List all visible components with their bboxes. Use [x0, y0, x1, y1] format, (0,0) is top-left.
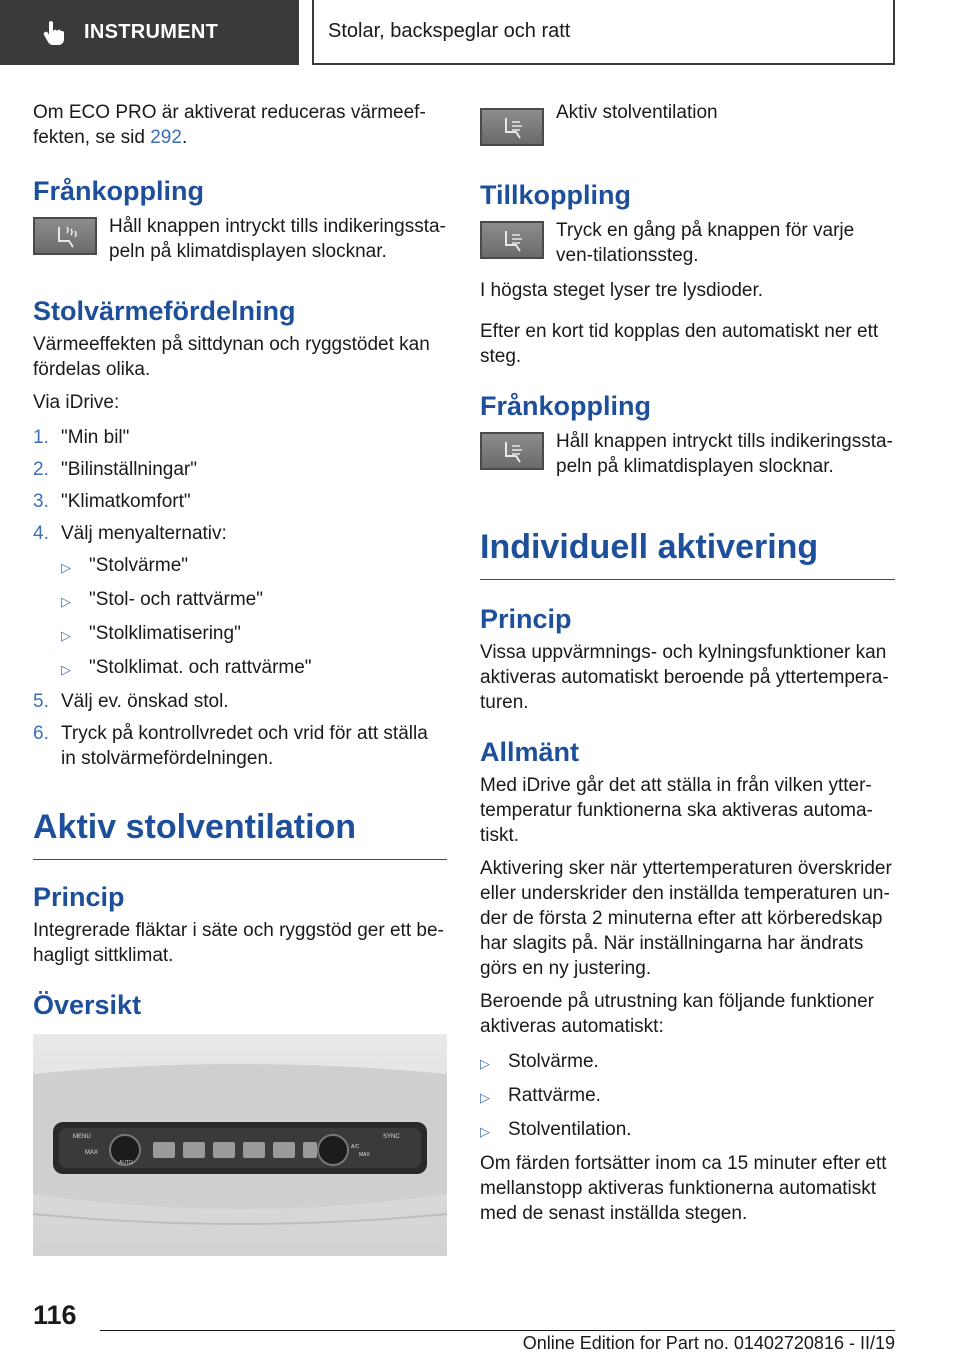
- sync-button-label: SYNC: [383, 1134, 400, 1140]
- menu-button-label: MENU: [73, 1134, 91, 1140]
- page-link[interactable]: 292: [150, 127, 182, 148]
- ventilation-on-text: Tryck en gång på knappen för varje ven-tilationssteg.: [556, 220, 855, 266]
- ventilation-on-row: [480, 218, 895, 268]
- seat-ventilation-row: [480, 100, 895, 146]
- heading-allmant: Allmänt: [480, 737, 580, 767]
- heading-stolvarmefordelning: Stolvärmefördelning: [33, 296, 296, 326]
- section-title: [312, 0, 895, 65]
- chapter-tab[interactable]: [0, 0, 299, 65]
- seat-heating-button-image: [33, 217, 97, 255]
- ventilation-off-text: Håll knappen intryckt tills indikeringssta-peln på klimatdisplayen slocknar.: [556, 431, 893, 477]
- step-text: "Klimatkomfort": [61, 491, 191, 512]
- heading-tillkoppling: Tillkoppling: [480, 180, 631, 210]
- eco-pro-note: [33, 100, 447, 150]
- seat-ventilation-icon: [482, 223, 542, 257]
- chapter-tab-label: INSTRUMENT: [84, 21, 219, 43]
- section-title-text: Stolar, backspeglar och ratt: [328, 20, 571, 42]
- left-column: [33, 100, 447, 1256]
- list-item: [33, 721, 447, 771]
- list-item: [61, 621, 447, 648]
- heading-aktiv-stolventilation: Aktiv stolventilation: [33, 807, 447, 860]
- footer-divider: [100, 1330, 895, 1331]
- option-text: "Stolklimatisering": [89, 623, 241, 644]
- general-text-3: Beroende på utrustning kan följande funktioner aktiveras automatiskt:: [480, 991, 874, 1037]
- eco-pro-end: .: [181, 127, 188, 148]
- auto-button-label: AUTO: [119, 1160, 133, 1166]
- function-text: Stolvärme.: [508, 1051, 599, 1072]
- via-idrive-text: Via iDrive:: [33, 392, 120, 413]
- step-text: Tryck på kontrollvredet och vrid för att ställa in stolvärmefördelningen.: [61, 723, 428, 769]
- list-item: [33, 689, 447, 714]
- bullet-icon: ▷: [480, 1124, 490, 1139]
- seat-heating-icon: [35, 219, 95, 253]
- seat-ventilation-label: Aktiv stolventilation: [556, 102, 718, 123]
- climate-panel-photo: [33, 1034, 447, 1256]
- step-text: Välj menyalternativ:: [61, 523, 227, 544]
- distribution-text: Värmeeffekten på sittdynan och ryggstödet kan fördelas olika.: [33, 334, 430, 380]
- seat-ventilation-icon: [482, 110, 542, 144]
- bullet-icon: ▷: [480, 1056, 490, 1071]
- individual-principle-text: Vissa uppvärmnings- och kylningsfunktioner kan aktiveras automatiskt beroende på yttertempera-turen.: [480, 642, 889, 713]
- right-column: [480, 100, 895, 1234]
- seat-ventilation-icon: [482, 434, 542, 468]
- idrive-steps: [33, 425, 447, 771]
- step-number: 2.: [33, 459, 49, 480]
- list-item: [33, 489, 447, 514]
- max-button-label: MAX: [85, 1150, 99, 1156]
- step-number: 1.: [33, 427, 49, 448]
- step-text: Välj ev. önskad stol.: [61, 691, 229, 712]
- list-item: [33, 425, 447, 450]
- heading-princip: Princip: [33, 882, 125, 912]
- step-number: 5.: [33, 691, 49, 712]
- seat-ventilation-button-image: [480, 108, 544, 146]
- auto-step-down-text: Efter en kort tid kopplas den automatiskt ner ett steg.: [480, 321, 879, 367]
- step-text: "Min bil": [61, 427, 130, 448]
- list-item: [61, 587, 447, 614]
- ventilation-off-button-image: [480, 432, 544, 470]
- list-item: [33, 521, 447, 546]
- hand-pointer-icon: [42, 20, 66, 46]
- edition-text: Online Edition for Part no. 01402720816 - II/19: [522, 1333, 895, 1353]
- list-item: [33, 457, 447, 482]
- option-text: "Stol- och rattvärme": [89, 589, 263, 610]
- ac-button-label: A/C: [351, 1144, 360, 1150]
- bullet-icon: ▷: [480, 1090, 490, 1105]
- climate-panel-drawing: [33, 1034, 447, 1256]
- step-text: "Bilinställningar": [61, 459, 197, 480]
- general-text-2: Aktivering sker när yttertemperaturen överskrider eller underskrider den inställda temperaturen un-der de första 2 minuterna efter att körberedskap har slagits på. När inställningarna har ändrats görs en ny justering.: [480, 858, 892, 979]
- seat-heating-off-row: [33, 214, 447, 264]
- seat-heating-off-text: Håll knappen intryckt tills indikeringssta-peln på klimatdisplayen slocknar.: [109, 216, 446, 262]
- heading-frankoppling: Frånkoppling: [33, 176, 204, 206]
- auto-functions-list: [480, 1049, 895, 1144]
- option-text: "Stolvärme": [89, 555, 189, 576]
- heading-princip: Princip: [480, 604, 572, 634]
- option-text: "Stolklimat. och rattvärme": [89, 657, 312, 678]
- step-number: 4.: [33, 523, 49, 544]
- ventilation-button-image: [480, 221, 544, 259]
- heading-individuell-aktivering: Individuell aktivering: [480, 527, 895, 580]
- page-number: 116: [33, 1300, 77, 1330]
- bullet-icon: ▷: [61, 662, 71, 677]
- heading-frankoppling: Frånkoppling: [480, 391, 651, 421]
- max-ac-button-label: MAX: [359, 1152, 370, 1158]
- bullet-icon: ▷: [61, 628, 71, 643]
- general-text-1: Med iDrive går det att ställa in från vilken ytter-temperatur funktionerna ska aktiveras automa-tiskt.: [480, 775, 873, 846]
- list-item: [480, 1049, 895, 1076]
- list-item: [61, 655, 447, 682]
- function-text: Rattvärme.: [508, 1085, 601, 1106]
- function-text: Stolventilation.: [508, 1119, 632, 1140]
- bullet-icon: ▷: [61, 594, 71, 609]
- list-item: [61, 553, 447, 580]
- bullet-icon: ▷: [61, 560, 71, 575]
- step-number: 6.: [33, 723, 49, 744]
- step-number: 3.: [33, 491, 49, 512]
- eco-pro-text: Om ECO PRO är aktiverat reduceras värmeef-fekten, se sid: [33, 102, 426, 148]
- menu-options: [33, 553, 447, 682]
- ventilation-off-row: [480, 429, 895, 479]
- list-item: [480, 1117, 895, 1144]
- principle-text: Integrerade fläktar i säte och ryggstöd ger ett be-hagligt sittklimat.: [33, 920, 444, 966]
- list-item: [480, 1083, 895, 1110]
- general-text-4: Om färden fortsätter inom ca 15 minuter efter ett mellanstopp aktiveras funktionerna automatiskt med de senast inställda stegen.: [480, 1153, 887, 1224]
- heading-oversikt: Översikt: [33, 990, 142, 1020]
- top-level-text: I högsta steget lyser tre lysdioder.: [480, 280, 764, 301]
